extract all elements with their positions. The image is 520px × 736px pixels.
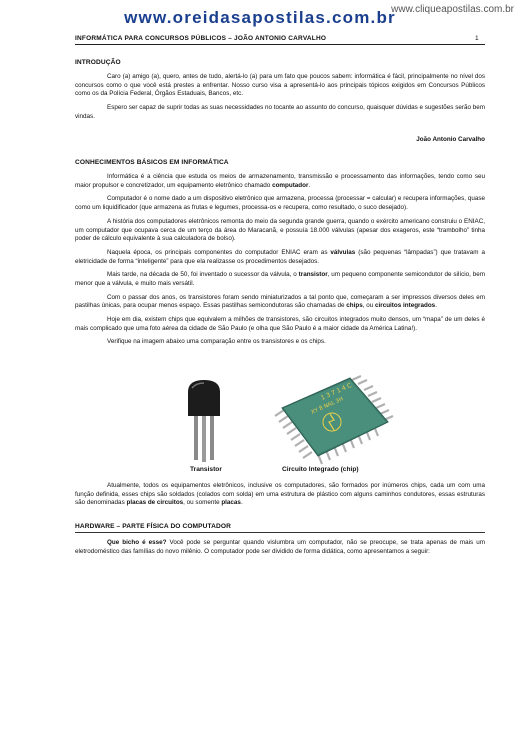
- basics-continued: [75, 482, 485, 508]
- basics-paragraph: Com o passar dos anos, os transistores foram sendo miniaturizados a tal ponto que, começaram a ser impressos diversos deles em pastilhas únicas, para ocupar menos espaço. Essas pastilhas semicondutoras são chamadas de chips, ou circuitos integrados.: [75, 293, 485, 310]
- basics-paragraph: Naquela época, os principais componentes do computador ENIAC eram as válvulas (são pequenas “lâmpadas”) que tratavam a eletricidade de forma “inteligente” para que ela realizasse os procedimentos desejados.: [75, 248, 485, 265]
- basics-paragraph: Verifique na imagem abaixo uma comparação entre os transistores e os chips.: [107, 338, 326, 346]
- author-signature: João Antonio Carvalho: [416, 136, 485, 143]
- basics-paragraph: Hoje em dia, existem chips que equivalem a milhões de transistores, são circuitos integrados muito densos, um “mapa” de um deles é mais complicado que uma foto aérea da cidade de São Paulo (e olha que São Paulo é a maior cidade da América Latina!).: [75, 316, 485, 332]
- basics-paragraph: A história dos computadores eletrônicos remonta do meio da segunda grande guerra, quando o exército americano construiu o ENIAC, um computador que ocupava cerca de um terço da área do Maracanã, e possuía 18.000 válvulas (apesar dos exageros, este “trambolho” tinha poder de cálculo equivalente à sua calculadora de bolso).: [75, 217, 485, 243]
- hardware-rule: [75, 532, 485, 533]
- chip-caption: Circuito Integrado (chip): [282, 466, 359, 473]
- transistor-image: [180, 378, 228, 464]
- hardware-section: [75, 522, 485, 556]
- header-rule: [75, 44, 485, 45]
- corner-url[interactable]: www.cliqueapostilas.com.br: [391, 4, 514, 15]
- site-url[interactable]: www.oreidasapostilas.com.br: [124, 8, 396, 27]
- intro-paragraph: Espero ser capaz de suprir todas as suas necessidades no tocante ao assunto do concurso, quaisquer dúvidas e sugestões serão bem vindas.: [75, 104, 485, 120]
- chip-marking-1: 1 3 7 1 4 C: [319, 382, 353, 402]
- running-head: INFORMÁTICA PARA CONCURSOS PÚBLICOS – JOÃO ANTONIO CARVALHO: [75, 35, 327, 42]
- transistor-caption: Transistor: [190, 466, 222, 473]
- intro-paragraph: Caro (a) amigo (a), quero, antes de tudo, alertá-lo (a) para um fato que poucos sabem: informática é fácil, principalmente no nível dos concursos como o que você está prestes a enfrentar. Nosso curso visa a apresentá-lo aos principais tópicos exigidos em Concursos Públicos como os da Polícia Federal, Órgãos Estaduais, Bancos, etc.: [75, 73, 485, 98]
- intro-heading: INTRODUÇÃO: [75, 59, 121, 66]
- page-number: 1: [475, 35, 479, 42]
- integrated-circuit-image: [272, 370, 398, 470]
- intro-section: [75, 58, 485, 122]
- basics-paragraph: Atualmente, todos os equipamentos eletrônicos, inclusive os computadores, são formados por inúmeros chips, cada um com uma função definida, esses chips são soldados (colados com solda) em uma estrutura de plástico com alguns caminhos condutores, essas estruturas são denominadas placas de circuitos, ou somente placas.: [75, 482, 485, 507]
- hardware-paragraph: Que bicho é esse? Você pode se perguntar quando vislumbra um computador, não se preocupe, se trata apenas de mais um eletrodoméstico das famílias do novo milênio. O computador pode ser dividido de forma didática, como apresentamos a seguir:: [75, 539, 485, 555]
- basics-heading: CONHECIMENTOS BÁSICOS EM INFORMÁTICA: [75, 159, 229, 166]
- basics-paragraph: Informática é a ciência que estuda os meios de armazenamento, transmissão e processamento das informações, tendo como seu maior propulsor e concretizador, um equipamento eletrônico chamado computador.: [75, 173, 485, 189]
- basics-paragraph: Computador é o nome dado a um dispositivo eletrônico que armazena, processa (processar = calcular) e recupera informações, quase como um liquidificador (que armazena as frutas e legumes, processa-os e recupera, como resultado, o suco desejado).: [75, 195, 485, 212]
- hardware-heading: HARDWARE – PARTE FÍSICA DO COMPUTADOR: [75, 523, 231, 530]
- chip-marking-2: XY 8 NAL 3H: [310, 396, 345, 416]
- basics-section: [75, 158, 485, 347]
- basics-paragraph: Mais tarde, na década de 50, foi inventado o sucessor da válvula, o transistor, um pequeno componente semicondutor de silício, bem menor que a válvula, e muito mais versátil.: [75, 271, 485, 287]
